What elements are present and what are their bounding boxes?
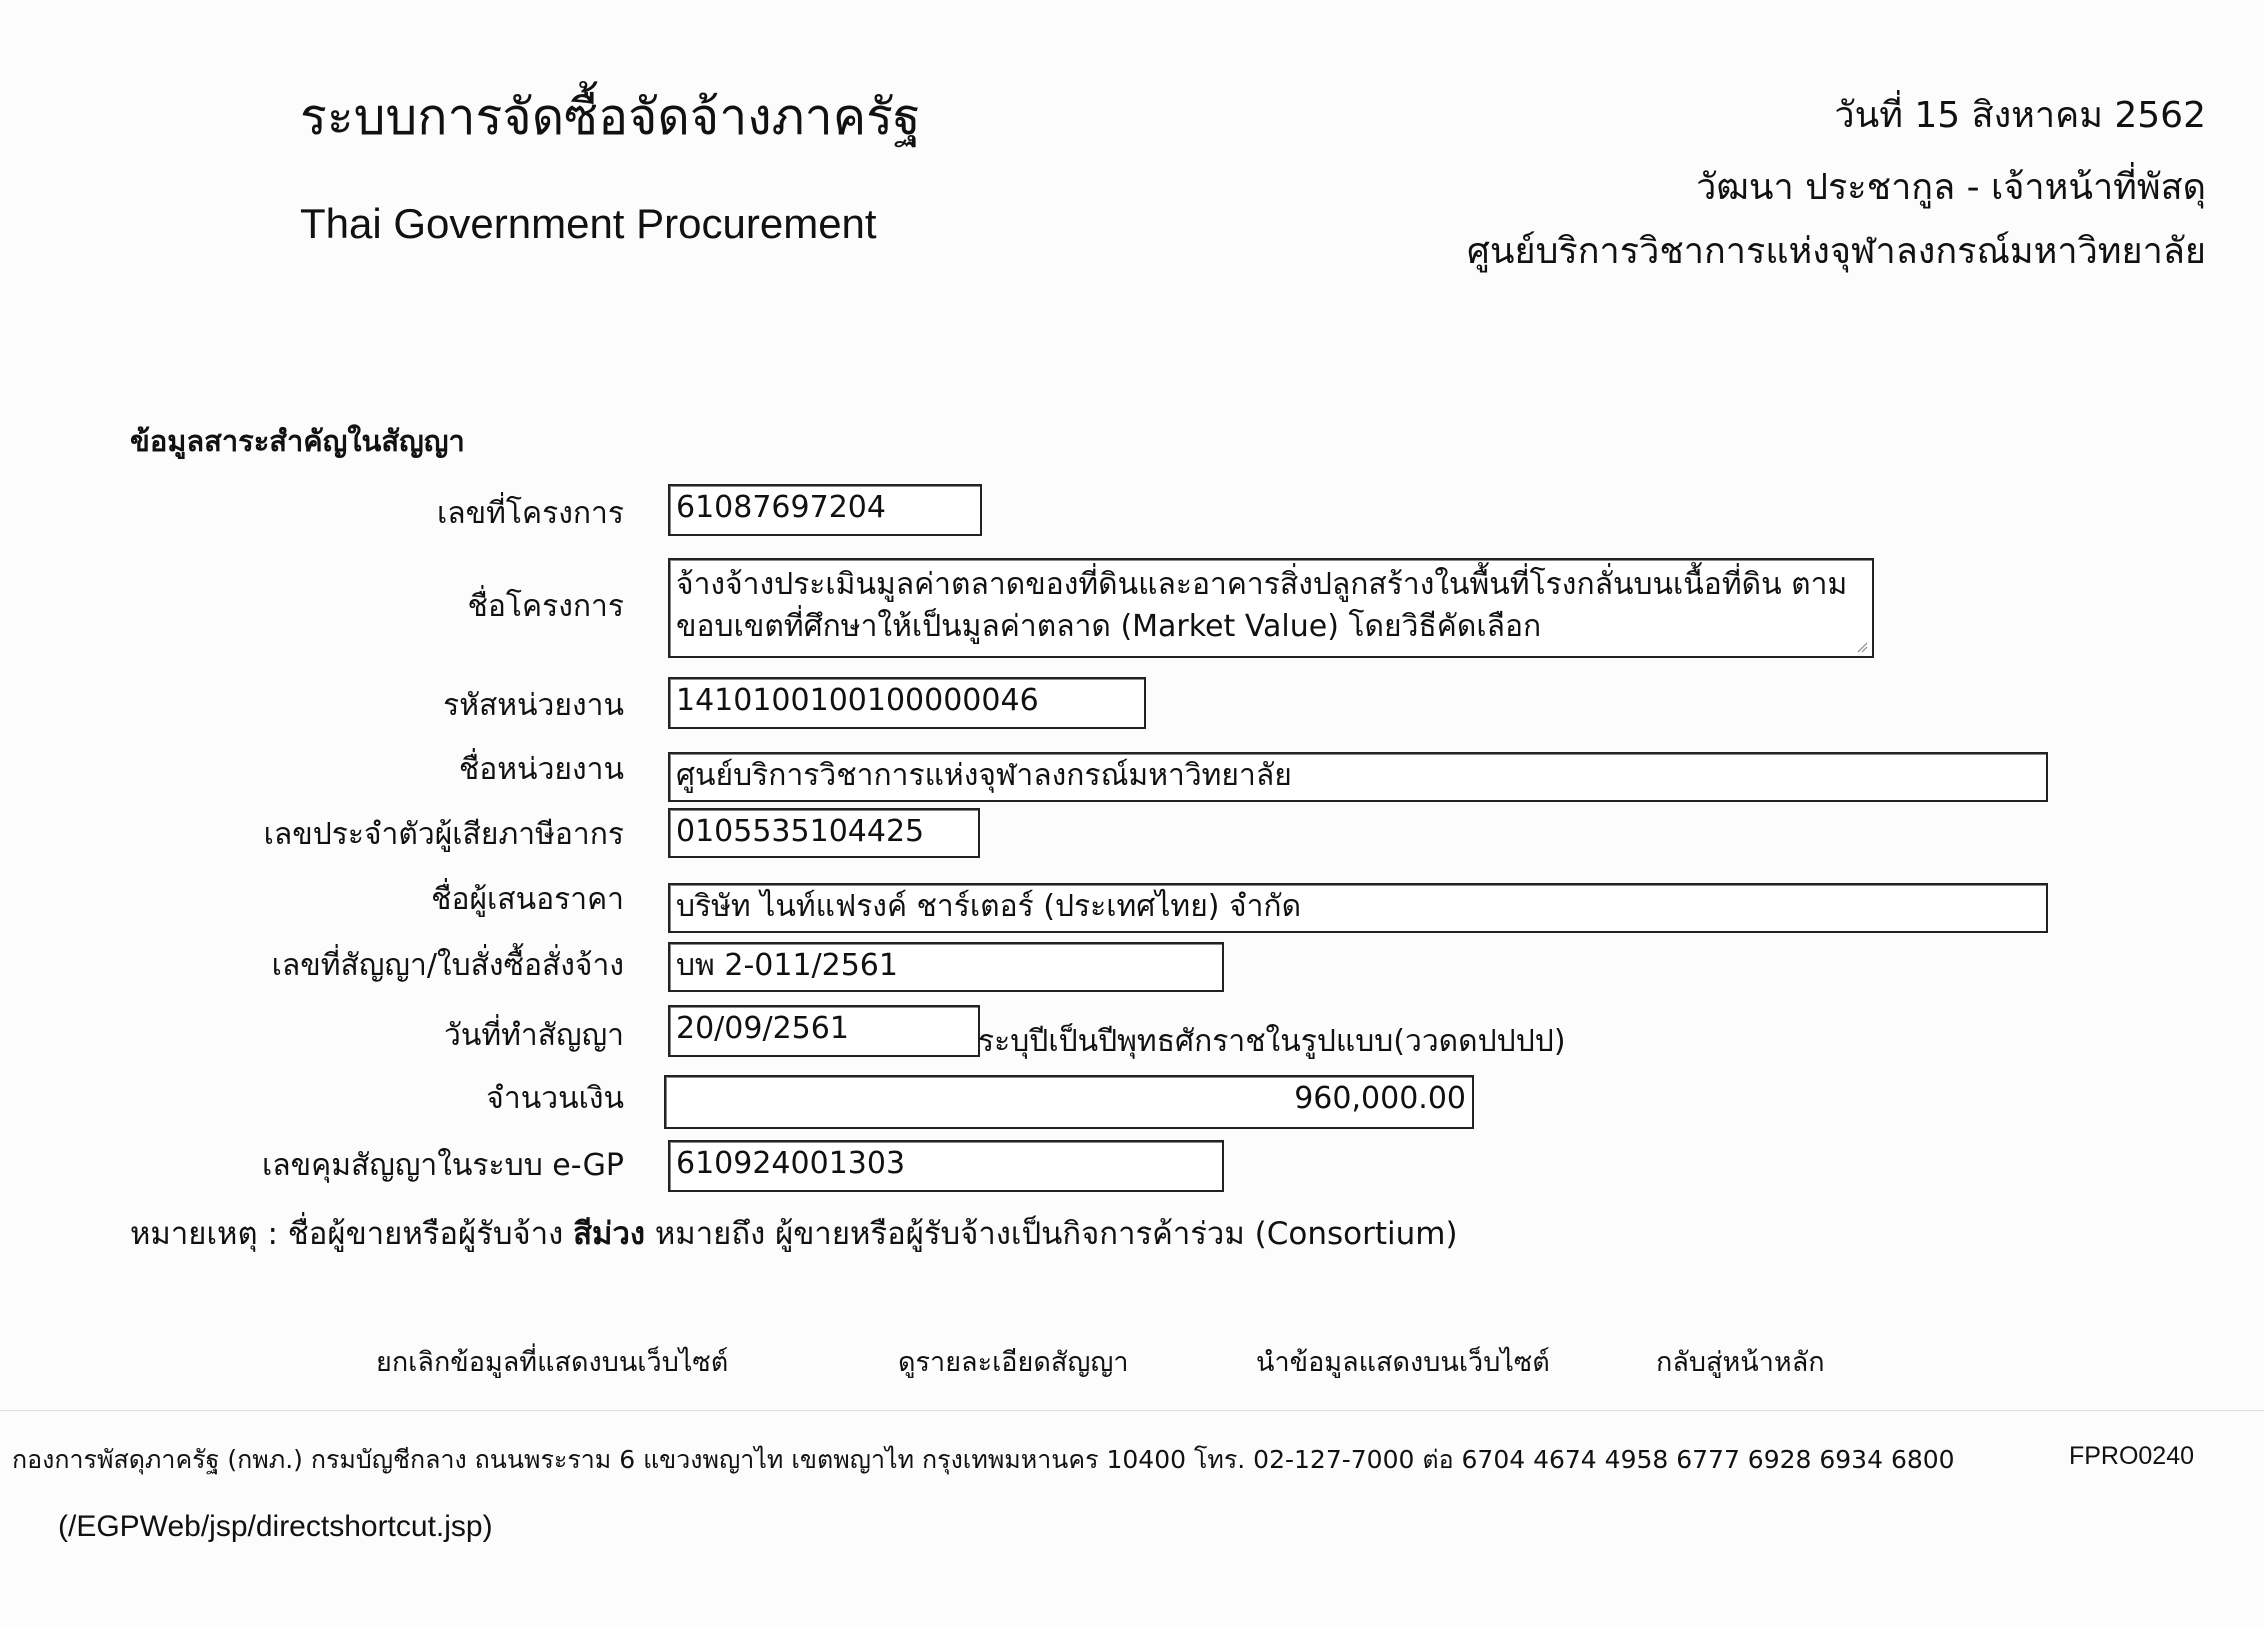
print-date: วันที่ 15 สิงหาคม 2562 [1834,95,2206,136]
system-title-th: ระบบการจัดซื้อจัดจ้างภาครัฐ [300,88,921,146]
publish-link[interactable]: นำข้อมูลแสดงบนเว็บไซต์ [1256,1347,1550,1378]
contract-no-field[interactable]: บพ 2-011/2561 [668,942,1224,992]
note-suffix: หมายถึง ผู้ขายหรือผู้รับจ้างเป็นกิจการค้าร่วม (Consortium) [654,1216,1458,1252]
project-no-field[interactable]: 61087697204 [668,484,982,536]
amount-field[interactable]: 960,000.00 [664,1075,1474,1129]
amount-label: จำนวนเงิน [486,1081,624,1116]
system-title-en: Thai Government Procurement [300,200,877,247]
contract-no-label: เลขที่สัญญา/ใบสั่งซื้อสั่งจ้าง [271,948,624,983]
project-name-textarea[interactable] [668,558,1874,658]
note-prefix: หมายเหตุ : ชื่อผู้ขายหรือผู้รับจ้าง [130,1216,564,1252]
agency-name: ศูนย์บริการวิชาการแห่งจุฬาลงกรณ์มหาวิทยาลัย [1467,231,2206,272]
dept-code-label: รหัสหน่วยงาน [443,688,624,723]
project-name-label: ชื่อโครงการ [467,589,624,624]
page-path: (/EGPWeb/jsp/directshortcut.jsp) [58,1510,493,1543]
project-no-label: เลขที่โครงการ [437,496,624,531]
tax-id-field[interactable]: 0105535104425 [668,808,980,858]
footer-address: กองการพัสดุภาครัฐ (กพภ.) กรมบัญชีกลาง ถนนพระราม 6 แขวงพญาไท เขตพญาไท กรุงเทพมหานคร 10400 โทร. 02-127-7000 ต่อ 6704 4674 4958 6777 6928 6934 6800 [12,1445,1955,1474]
resize-handle-icon[interactable] [1856,641,1868,653]
form-code: FPRO0240 [2068,1442,2194,1470]
section-title: ข้อมูลสาระสำคัญในสัญญา [130,424,465,458]
date-format-hint: ระบุปีเป็นปีพุทธศักราชในรูปแบบ(ววดดปปปป) [978,1024,1566,1059]
consortium-note [130,1208,1458,1258]
dept-name-label: ชื่อหน่วยงาน [458,752,624,787]
cancel-publish-link[interactable]: ยกเลิกข้อมูลที่แสดงบนเว็บไซต์ [376,1347,729,1378]
view-contract-link[interactable]: ดูรายละเอียดสัญญา [898,1347,1129,1378]
home-link[interactable]: กลับสู่หน้าหลัก [1656,1347,1825,1378]
project-name-text: จ้างจ้างประเมินมูลค่าตลาดของที่ดินและอาคารสิ่งปลูกสร้างในพื้นที่โรงกลั่นบนเนื้อที่ดิน ตามขอบเขตที่ศึกษาให้เป็นมูลค่าตลาด (Market Value) โดยวิธีคัดเลือก [676,567,1848,644]
officer-name: วัฒนา ประชากูล - เจ้าหน้าที่พัสดุ [1696,167,2206,208]
contract-date-label: วันที่ทำสัญญา [443,1018,624,1053]
egp-no-label: เลขคุมสัญญาในระบบ e-GP [262,1148,624,1183]
note-highlight: สีม่วง [573,1216,646,1252]
contract-date-field[interactable]: 20/09/2561 [668,1005,980,1057]
footer-divider [0,1410,2264,1411]
bidder-label: ชื่อผู้เสนอราคา [431,882,624,917]
dept-code-field[interactable]: 1410100100100000046 [668,677,1146,729]
dept-name-field[interactable]: ศูนย์บริการวิชาการแห่งจุฬาลงกรณ์มหาวิทยาลัย [668,752,2048,802]
tax-id-label: เลขประจำตัวผู้เสียภาษีอากร [263,817,624,852]
bidder-field[interactable]: บริษัท ไนท์แฟรงค์ ชาร์เตอร์ (ประเทศไทย) จำกัด [668,883,2048,933]
egp-no-field[interactable]: 610924001303 [668,1140,1224,1192]
